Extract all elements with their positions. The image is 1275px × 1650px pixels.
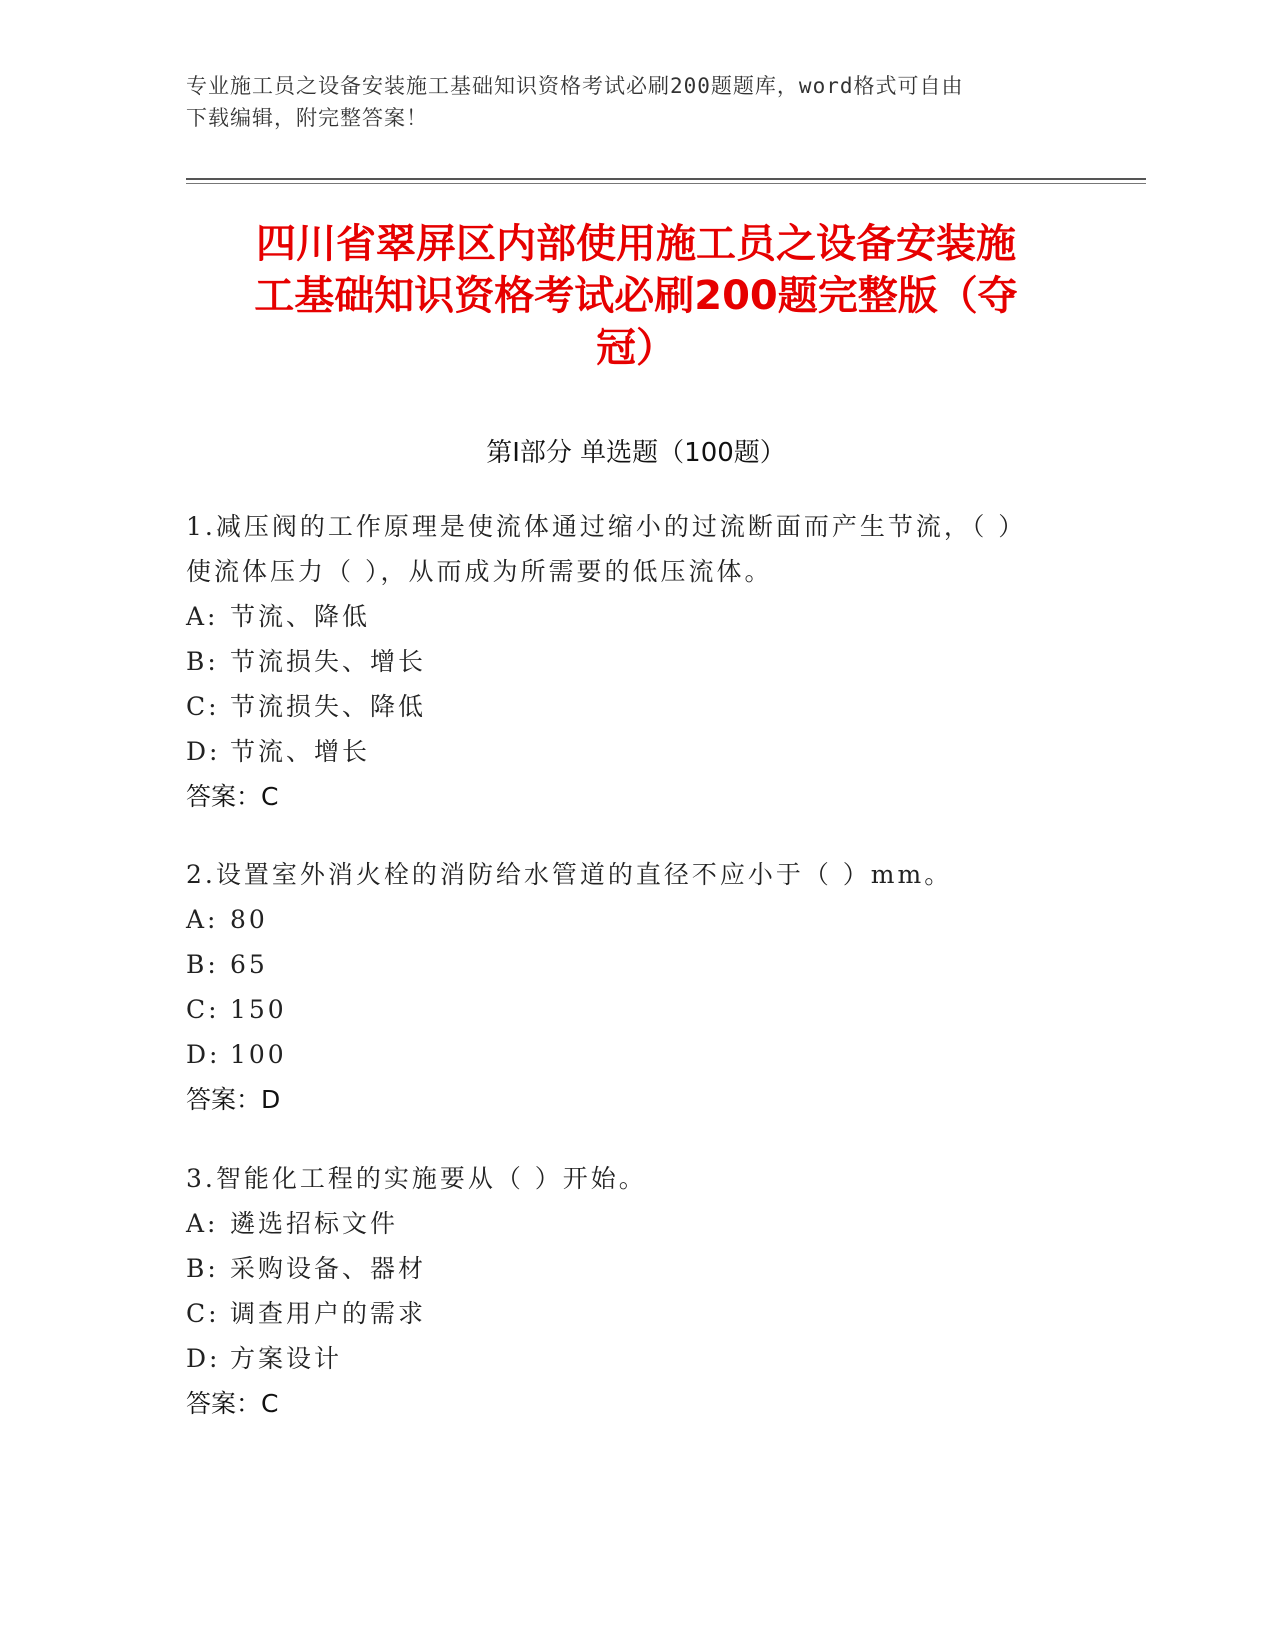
- option-c: [186, 684, 1086, 729]
- document-title-line: 四川省翠屏区内部使用施工员之设备安装施: [256, 221, 1016, 267]
- document-title-line: 工基础知识资格考试必刷200题完整版（夺: [254, 273, 1018, 319]
- option-text: 节流损失、降低: [230, 692, 427, 721]
- question-2: [186, 852, 1086, 1122]
- option-text: 节流、增长: [230, 737, 371, 766]
- option-b: [186, 639, 1086, 684]
- option-c: [186, 1291, 1086, 1336]
- header-note-line: 专业施工员之设备安装施工基础知识资格考试必刷200题题库，word格式可自由: [186, 74, 964, 98]
- option-a: [186, 1201, 1086, 1246]
- option-letter: A:: [186, 905, 219, 934]
- option-letter: C:: [186, 692, 220, 721]
- option-text: 节流损失、增长: [230, 647, 427, 676]
- option-d: [186, 729, 1086, 774]
- option-b: [186, 1246, 1086, 1291]
- header-note: [186, 70, 1086, 134]
- question-stem: 1.减压阀的工作原理是使流体通过缩小的过流断面而产生节流，（ ）: [186, 512, 1027, 541]
- option-b: [186, 942, 1086, 987]
- section-title: 第I部分 单选题（100题）: [486, 438, 786, 468]
- option-text: 采购设备、器材: [230, 1254, 427, 1283]
- option-text: 节流、降低: [230, 602, 371, 631]
- document-title-line: 冠）: [596, 325, 676, 371]
- option-letter: B:: [186, 950, 219, 979]
- option-a: [186, 594, 1086, 639]
- option-d: [186, 1336, 1086, 1381]
- option-letter: D:: [186, 737, 221, 766]
- option-letter: D:: [186, 1344, 221, 1373]
- option-text: 遴选招标文件: [230, 1209, 399, 1238]
- option-text: 150: [230, 995, 287, 1024]
- answer-label: 答案：C: [186, 1389, 279, 1418]
- question-1: [186, 504, 1086, 819]
- question-stem: 2.设置室外消火栓的消防给水管道的直径不应小于（ ）mm。: [186, 860, 953, 889]
- question-stem: 3.智能化工程的实施要从（ ）开始。: [186, 1164, 647, 1193]
- header-divider-thin: [186, 183, 1146, 184]
- option-text: 100: [230, 1040, 287, 1069]
- header-note-line: 下载编辑，附完整答案！: [186, 106, 428, 130]
- option-c: [186, 987, 1086, 1032]
- answer-label: 答案：C: [186, 782, 279, 811]
- option-letter: C:: [186, 995, 220, 1024]
- option-letter: A:: [186, 1209, 219, 1238]
- option-text: 65: [230, 950, 268, 979]
- option-text: 方案设计: [230, 1344, 343, 1373]
- option-letter: C:: [186, 1299, 220, 1328]
- answer-label: 答案：D: [186, 1085, 281, 1114]
- option-letter: D:: [186, 1040, 221, 1069]
- document-title: [186, 218, 1086, 374]
- option-d: [186, 1032, 1086, 1077]
- option-text: 80: [230, 905, 268, 934]
- option-a: [186, 897, 1086, 942]
- option-letter: B:: [186, 1254, 219, 1283]
- option-letter: A:: [186, 602, 219, 631]
- option-letter: B:: [186, 647, 219, 676]
- question-stem: 使流体压力（ ），从而成为所需要的低压流体。: [186, 557, 773, 586]
- header-divider: [186, 178, 1146, 180]
- question-3: [186, 1156, 1086, 1426]
- option-text: 调查用户的需求: [230, 1299, 427, 1328]
